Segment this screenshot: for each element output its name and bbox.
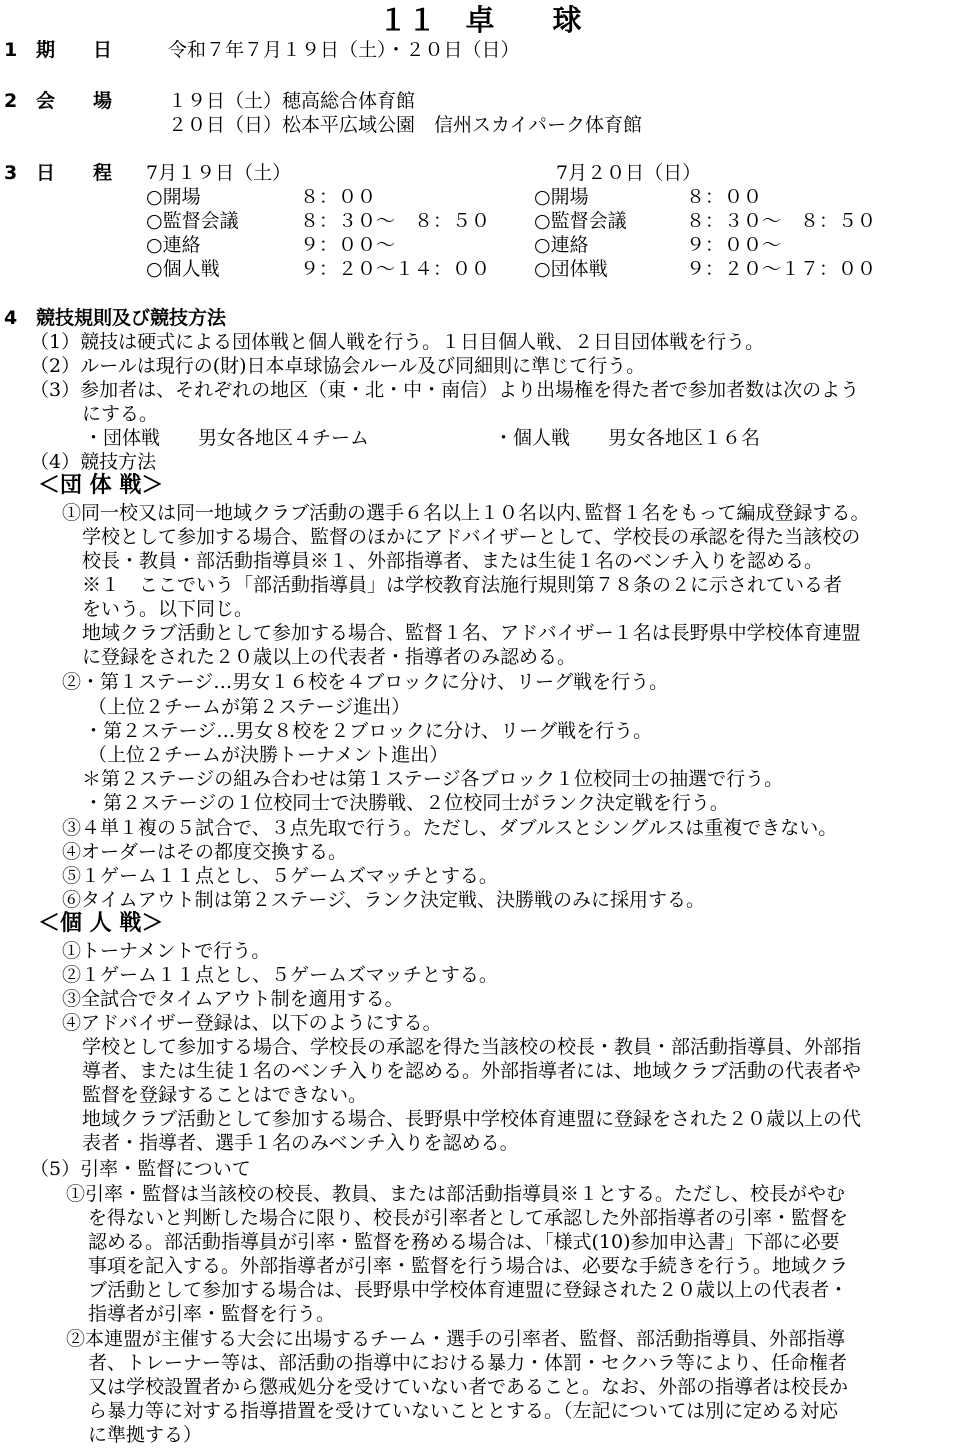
- day1-row-name: ○監督会議: [146, 210, 239, 232]
- leader-line: 認める。部活動指導員が引率・監督を務める場合は、「様式(10)参加申込書」下部に必要: [88, 1231, 840, 1253]
- leader-line: ②本連盟が主催する大会に出場するチーム・選手の引率者、監督、部活動指導員、外部指導: [66, 1328, 846, 1350]
- day2-row-time: ９：００～: [686, 234, 782, 256]
- individual-line: ②１ゲーム１１点とし、５ゲームズマッチとする。: [62, 964, 498, 986]
- section-4-heading: 競技規則及び競技方法: [36, 307, 227, 329]
- day1-row-name: ○個人戦: [146, 258, 220, 280]
- leader-line: 又は学校設置者から懲戒処分を受けていない者であること。なお、外部の指導者は校長か: [88, 1376, 849, 1398]
- leader-line: ブ活動として参加する場合は、長野県中学校体育連盟に登録された２０歳以上の代表者・: [88, 1279, 849, 1301]
- rule-4: （4）競技方法: [30, 451, 157, 473]
- section-1-label: 期 日: [36, 39, 113, 61]
- section-4-number: 4: [4, 307, 18, 329]
- day1-row-name: ○連絡: [146, 234, 201, 256]
- team-line: ＊第２ステージの組み合わせは第１ステージ各ブロック１位校同士の抽選で行う。: [82, 768, 784, 790]
- leader-line: に準拠する）: [88, 1424, 203, 1446]
- team-line: ※１ ここでいう「部活動指導員」は学校教育法施行規則第７８条の２に示されている者: [82, 574, 843, 596]
- rule-1: （1）競技は硬式による団体戦と個人戦を行う。１日目個人戦、２日目団体戦を行う。: [30, 331, 765, 353]
- section-3-label: 日 程: [36, 162, 113, 184]
- rule-5: （5）引率・監督について: [30, 1158, 251, 1180]
- day2-heading: 7月２０日（日）: [556, 162, 702, 184]
- individual-line: ①トーナメントで行う。: [62, 940, 271, 962]
- team-line: 学校として参加する場合、監督のほかにアドバイザーとして、学校長の承認を得た当該校の: [82, 526, 861, 548]
- team-line: ③４単１複の５試合で、３点先取で行う。ただし、ダブルスとシングルスは重複できない。: [62, 817, 838, 839]
- section-2-label: 会 場: [36, 90, 113, 112]
- rule-3-line-2: にする。: [82, 403, 159, 425]
- leader-line: を得ないと判断した場合に限り、校長が引率者として承認した外部指導者の引率・監督を: [88, 1207, 849, 1229]
- day1-row-time: ９：２０～１４：００: [300, 258, 491, 280]
- day2-row-name: ○団体戦: [534, 258, 608, 280]
- day1-row-name: ○開場: [146, 186, 201, 208]
- section-2-line-1: １９日（土）穂高総合体育館: [168, 90, 416, 112]
- day2-row-time: ８：００: [686, 186, 763, 208]
- day2-row-time: ９：２０～１７：００: [686, 258, 877, 280]
- section-1-value: 令和７年７月１９日（土）・２０日（日）: [168, 39, 520, 61]
- rule-2: （2）ルールは現行の(財)日本卓球協会ルール及び同細則に準じて行う。: [30, 355, 646, 377]
- section-2-number: 2: [4, 90, 18, 112]
- leader-line: 事項を記入する。外部指導者が引率・監督を行う場合は、必要な手続きを行う。地域クラ: [88, 1255, 849, 1277]
- day1-row-time: ８：００: [300, 186, 377, 208]
- leader-line: 指導者が引率・監督を行う。: [88, 1303, 336, 1325]
- team-line: ・第２ステージの１位校同士で決勝戦、２位校同士がランク決定戦を行う。: [84, 792, 729, 814]
- day1-heading: 7月１９日（土）: [146, 162, 292, 184]
- team-line: をいう。以下同じ。: [82, 598, 254, 620]
- team-line: に登録をされた２０歳以上の代表者・指導者のみ認める。: [82, 646, 577, 668]
- team-line: ・第２ステージ…男女８校を２ブロックに分け、リーグ戦を行う。: [84, 720, 653, 742]
- team-line: 地域クラブ活動として参加する場合、監督１名、アドバイザー１名は長野県中学校体育連盟: [82, 622, 861, 644]
- day2-row-time: ８：３０～ ８：５０: [686, 210, 877, 232]
- leader-line: ①引率・監督は当該校の校長、教員、または部活動指導員※１とする。ただし、校長がやむ: [66, 1183, 846, 1205]
- individual-line: ③全試合でタイムアウト制を適用する。: [62, 988, 404, 1010]
- team-line: （上位２チームが第２ステージ進出）: [88, 696, 411, 718]
- individual-line: 監督を登録することはできない。: [82, 1084, 368, 1106]
- day2-row-name: ○開場: [534, 186, 589, 208]
- team-line: ⑥タイムアウト制は第２ステージ、ランク決定戦、決勝戦のみに採用する。: [62, 889, 705, 911]
- team-line: ⑤１ゲーム１１点とし、５ゲームズマッチとする。: [62, 865, 498, 887]
- page-title: １１ 卓 球: [378, 3, 582, 37]
- individual-line: 学校として参加する場合、学校長の承認を得た当該校の校長・教員・部活動指導員、外部指: [82, 1036, 862, 1058]
- team-line: （上位２チームが決勝トーナメント進出）: [88, 744, 449, 766]
- individual-line: 地域クラブ活動として参加する場合、長野県中学校体育連盟に登録をされた２０歳以上の代: [82, 1108, 862, 1130]
- individual-quota: ・個人戦 男女各地区１６名: [494, 427, 761, 449]
- section-3-number: 3: [4, 162, 18, 184]
- individual-event-heading: ＜個 人 戦＞: [38, 911, 164, 936]
- team-event-heading: ＜団 体 戦＞: [38, 473, 164, 498]
- individual-line: 表者・指導者、選手１名のみベンチ入りを認める。: [82, 1132, 519, 1154]
- section-1-number: 1: [4, 39, 18, 61]
- individual-line: 導者、または生徒１名のベンチ入りを認める。外部指導者には、地域クラブ活動の代表者や: [82, 1060, 862, 1082]
- team-line: ①同一校又は同一地域クラブ活動の選手６名以上１０名以内､監督１名をもって編成登録する。: [62, 502, 870, 524]
- day1-row-time: ９：００～: [300, 234, 396, 256]
- day2-row-name: ○連絡: [534, 234, 589, 256]
- rule-3-line-1: （3）参加者は、それぞれの地区（東・北・中・南信）より出場権を得た者で参加者数は次のよう: [30, 379, 860, 401]
- team-line: ④オーダーはその都度交換する。: [62, 841, 348, 863]
- day2-row-name: ○監督会議: [534, 210, 627, 232]
- leader-line: 者、トレーナー等は、部活動の指導中における暴力・体罰・セクハラ等により、任命権者: [88, 1352, 847, 1374]
- team-line: ②・第１ステージ…男女１６校を４ブロックに分け、リーグ戦を行う。: [62, 671, 669, 693]
- team-line: 校長・教員・部活動指導員※１、外部指導者、または生徒１名のベンチ入りを認める。: [82, 550, 824, 572]
- leader-line: ら暴力等に対する指導措置を受けていないこととする。（左記については別に定める対応: [88, 1400, 839, 1422]
- section-2-line-2: ２０日（日）松本平広域公園 信州スカイパーク体育館: [168, 114, 643, 136]
- team-quota: ・団体戦 男女各地区４チーム: [84, 427, 370, 449]
- day1-row-time: ８：３０～ ８：５０: [300, 210, 491, 232]
- individual-line: ④アドバイザー登録は、以下のようにする。: [62, 1012, 442, 1034]
